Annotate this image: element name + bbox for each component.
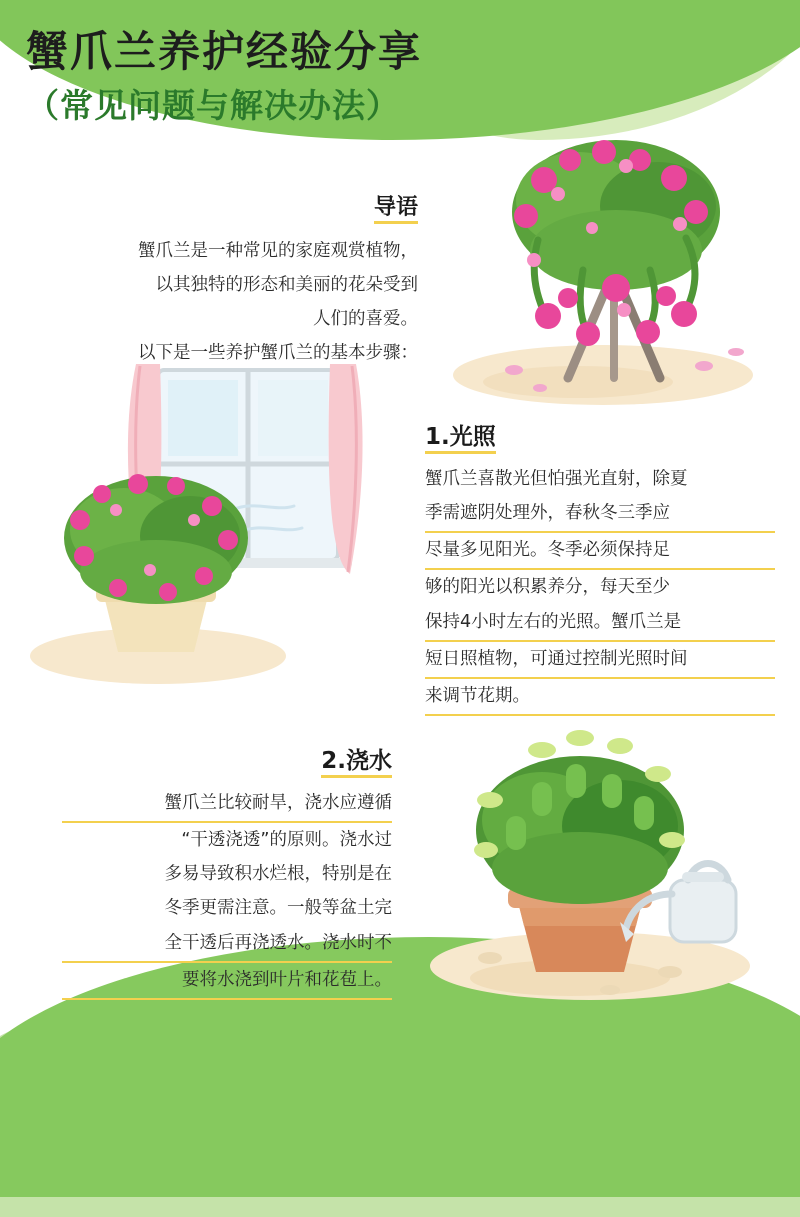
intro-section bbox=[28, 190, 418, 371]
section-light-body bbox=[425, 462, 775, 716]
intro-line-4: 以下是一些养护蟹爪兰的基本步骤： bbox=[138, 343, 418, 364]
section-light-line-6: 短日照植物，可通过控制光照时间 bbox=[425, 642, 775, 679]
section-light-line-2: 季需遮阴处理外，春秋冬三季应 bbox=[425, 496, 775, 533]
intro-heading: 导语 bbox=[374, 190, 418, 224]
intro-line-3: 人们的喜爱。 bbox=[313, 309, 418, 330]
section-light-line-4: 够的阳光以积累养分，每天至少 bbox=[425, 577, 670, 598]
intro-line-1: 蟹爪兰是一种常见的家庭观赏植物， bbox=[138, 241, 418, 261]
section-watering bbox=[62, 742, 392, 1000]
title-block bbox=[26, 26, 626, 127]
intro-line-2: 以其独特的形态和美丽的花朵受到 bbox=[155, 275, 418, 296]
section-light-line-7: 来调节花期。 bbox=[425, 679, 775, 716]
page-subtitle: （常见问题与解决办法） bbox=[26, 85, 400, 125]
section-watering-line-5: 全干透后再浇透水。浇水时不 bbox=[62, 926, 392, 963]
page-title: 蟹爪兰养护经验分享 bbox=[26, 27, 423, 76]
section-watering-line-2: “干透浇透”的原则。浇水过 bbox=[181, 830, 392, 851]
section-light-heading: 1.光照 bbox=[425, 418, 496, 454]
section-watering-body bbox=[62, 786, 392, 1000]
section-light-line-3: 尽量多见阳光。冬季必须保持足 bbox=[425, 533, 775, 570]
section-light bbox=[425, 418, 775, 716]
section-watering-line-4: 冬季更需注意。一般等盆土完 bbox=[164, 898, 392, 919]
section-watering-line-1: 蟹爪兰比较耐旱，浇水应遵循 bbox=[62, 786, 392, 823]
potted-christmas-cactus-illustration bbox=[420, 690, 770, 1010]
section-watering-heading: 2.浇水 bbox=[321, 742, 392, 778]
section-watering-line-6: 要将水浇到叶片和花苞上。 bbox=[62, 963, 392, 1000]
section-light-line-1: 蟹爪兰喜散光但怕强光直射，除夏 bbox=[425, 469, 688, 489]
window-christmas-cactus-illustration bbox=[18, 360, 378, 690]
section-light-line-5: 保持4小时左右的光照。蟹爪兰是 bbox=[425, 605, 775, 642]
section-watering-line-3: 多易导致积水烂根，特别是在 bbox=[164, 864, 392, 885]
intro-body bbox=[28, 234, 418, 371]
hanging-christmas-cactus-illustration bbox=[418, 120, 778, 410]
